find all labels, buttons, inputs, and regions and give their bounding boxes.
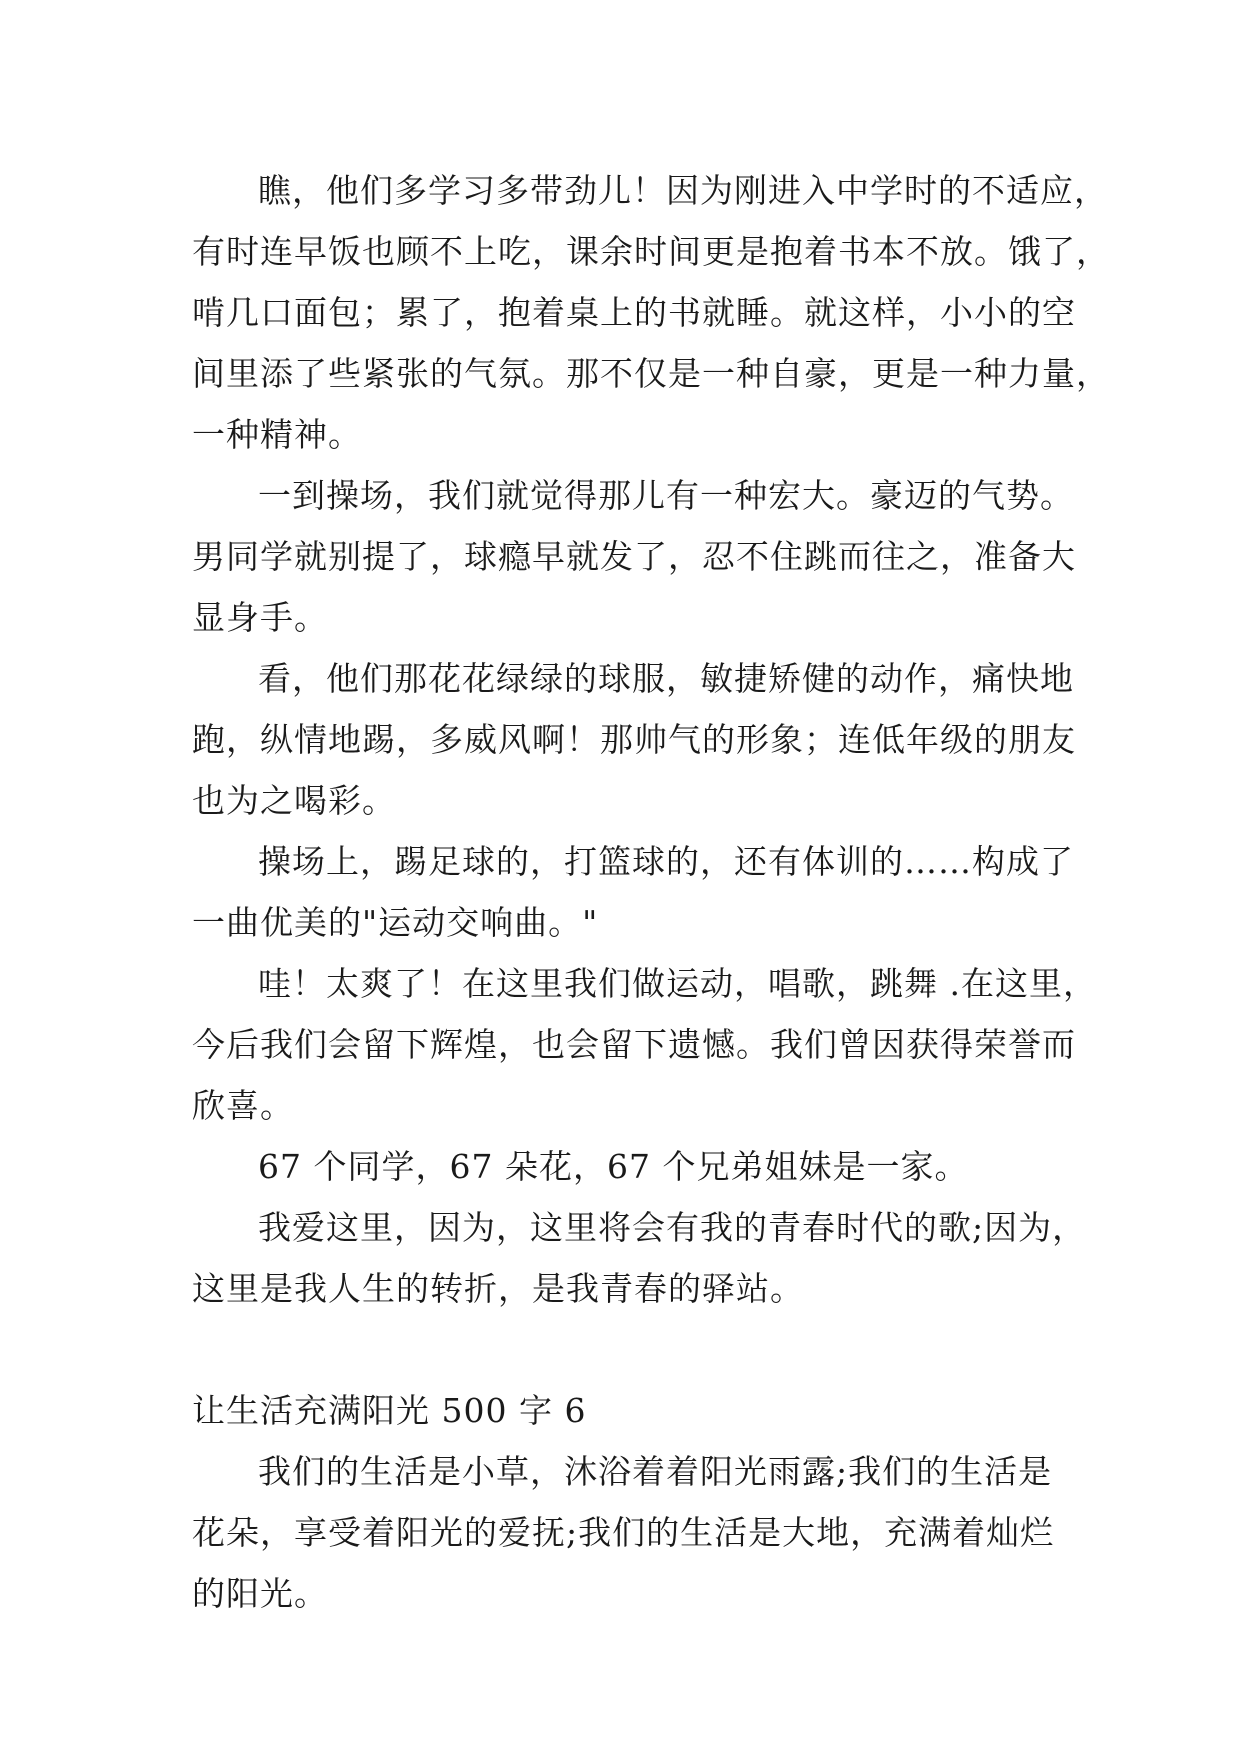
paragraph-line: 今后我们会留下辉煌，也会留下遗憾。我们曾因获得荣誉而 [192,1025,1076,1064]
paragraph-line: 一到操场，我们就觉得那儿有一种宏大。豪迈的气势。 [258,476,1074,515]
paragraph-line: 我们的生活是小草，沐浴着着阳光雨露;我们的生活是 [258,1452,1053,1491]
paragraph-line: 欣喜。 [192,1086,294,1125]
paragraph-line: 瞧，他们多学习多带劲儿！因为刚进入中学时的不适应， [258,171,1108,210]
paragraph-line: 我爱这里，因为，这里将会有我的青春时代的歌;因为， [258,1208,1087,1247]
paragraph-line: 的阳光。 [192,1574,328,1613]
paragraph-line: 花朵，享受着阳光的爱抚;我们的生活是大地，充满着灿烂 [192,1513,1055,1552]
paragraph-line: 一种精神。 [192,415,362,454]
paragraph-line: 操场上，踢足球的，打篮球的，还有体训的……构成了 [258,842,1074,881]
paragraph-classmates [192,1136,1052,1197]
paragraph-line: 显身手。 [192,598,328,637]
paragraph-line: 啃几口面包；累了，抱着桌上的书就睡。就这样，小小的空 [192,293,1076,332]
paragraph-love-here [192,1197,1087,1319]
paragraph-line: 67 个同学，67 朵花，67 个兄弟姐妹是一家。 [258,1147,969,1186]
paragraph-line: 间里添了些紧张的气氛。那不仅是一种自豪，更是一种力量， [192,354,1110,393]
paragraph-line: 男同学就别提了，球瘾早就发了，忍不住跳而往之，准备大 [192,537,1076,576]
paragraph-study [192,160,1110,465]
paragraph-symphony [192,831,1074,953]
paragraph-playground [192,465,1076,648]
paragraph-line: 有时连早饭也顾不上吃，课余时间更是抱着书本不放。饿了， [192,232,1110,271]
paragraph-sunshine [192,1441,1055,1624]
document-body [192,160,1110,1624]
section-title: 让生活充满阳光 500 字 6 [192,1391,587,1430]
paragraph-line: 跑，纵情地踢，多威风啊！那帅气的形象；连低年级的朋友 [192,720,1076,759]
paragraph-line: 看，他们那花花绿绿的球服，敏捷矫健的动作，痛快地 [258,659,1074,698]
paragraph-line: 也为之喝彩。 [192,781,396,820]
paragraph-jerseys [192,648,1076,831]
paragraph-line: 哇！太爽了！在这里我们做运动，唱歌，跳舞 .在这里， [258,964,1097,1003]
paragraph-line: 一曲优美的"运动交响曲。" [192,903,599,942]
paragraph-wow [192,953,1097,1136]
paragraph-line: 这里是我人生的转折，是我青春的驿站。 [192,1269,804,1308]
section-gap [192,1319,1052,1380]
